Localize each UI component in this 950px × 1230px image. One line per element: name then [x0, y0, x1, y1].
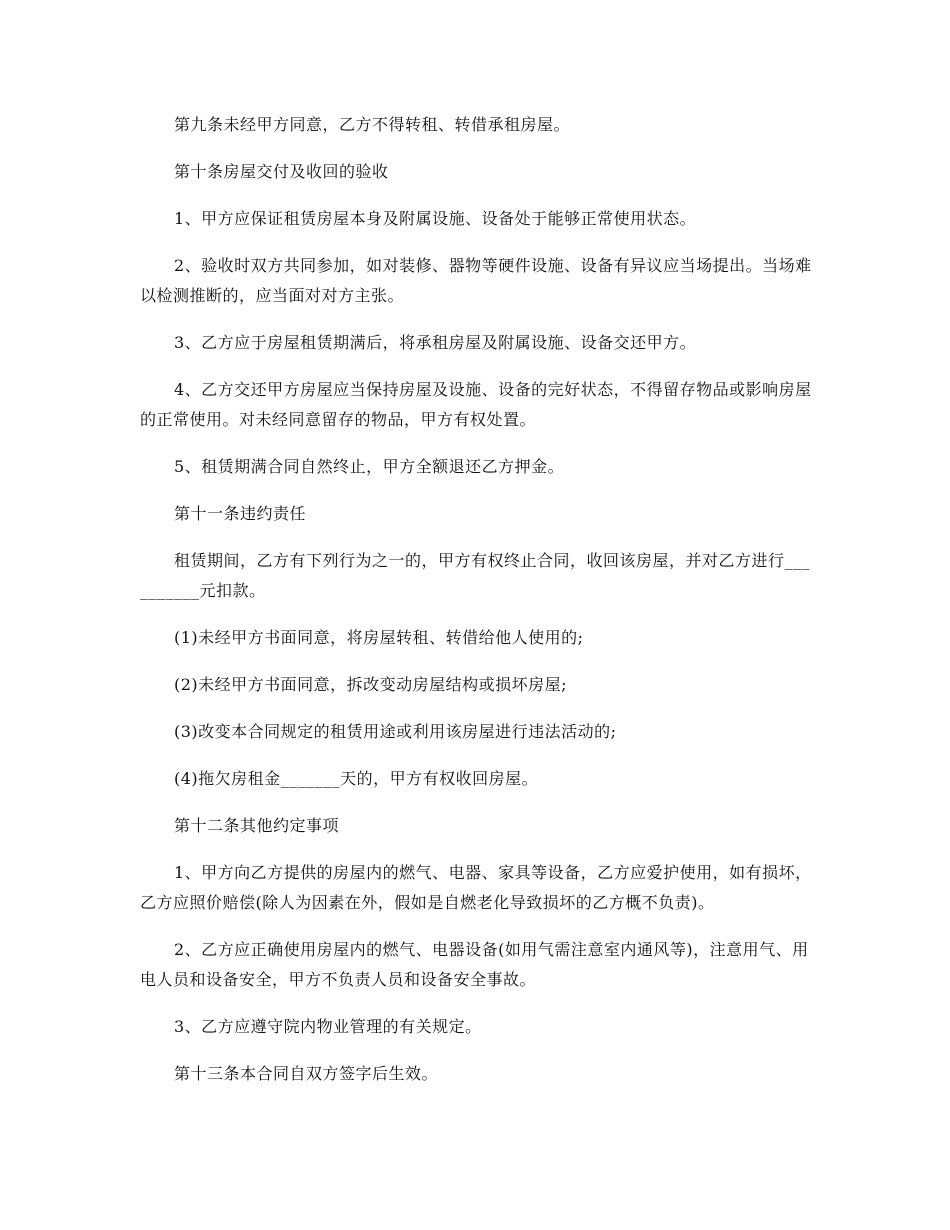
clause-11-heading: 第十一条违约责任 [174, 504, 307, 523]
clause-11-item-2: (2)未经甲方书面同意，拆改变动房屋结构或损坏房屋; [174, 675, 568, 694]
clause-12-heading: 第十二条其他约定事项 [174, 816, 340, 835]
clause-11-item-3: (3)改变本合同规定的租赁用途或利用该房屋进行违法活动的; [174, 722, 617, 741]
clause-13: 第十三条本合同自双方签字后生效。 [174, 1064, 439, 1083]
clause-9: 第九条未经甲方同意，乙方不得转租、转借承租房屋。 [174, 115, 571, 134]
clause-10-item-5: 5、租赁期满合同自然终止，甲方全额退还乙方押金。 [174, 457, 565, 476]
clause-11-item-4: (4)拖欠房租金_______天的，甲方有权收回房屋。 [174, 769, 539, 788]
clause-10-heading: 第十条房屋交付及收回的验收 [174, 162, 389, 181]
document-body [140, 110, 812, 1106]
clause-11-item-1: (1)未经甲方书面同意，将房屋转租、转借给他人使用的; [174, 628, 584, 647]
clause-10-item-2: 2、验收时双方共同参加，如对装修、器物等硬件设施、设备有异议应当场提出。当场难以检测推断的，应当面对对方主张。 [140, 256, 812, 305]
clause-11-intro: 租赁期间，乙方有下列行为之一的，甲方有权终止合同，收回该房屋，并对乙方进行__________元扣款。 [140, 551, 811, 600]
clause-12-item-2: 2、乙方应正确使用房屋内的燃气、电器设备(如用气需注意室内通风等)，注意用气、用电人员和设备安全，甲方不负责人员和设备安全事故。 [140, 940, 809, 989]
clause-10-item-1: 1、甲方应保证租赁房屋本身及附属设施、设备处于能够正常使用状态。 [174, 209, 697, 228]
clause-12-item-1: 1、甲方向乙方提供的房屋内的燃气、电器、家具等设备，乙方应爱护使用，如有损坏，乙方应照价赔偿(除人为因素在外，假如是自燃老化导致损坏的乙方概不负责)。 [140, 863, 812, 912]
clause-10-item-3: 3、乙方应于房屋租赁期满后，将承租房屋及附属设施、设备交还甲方。 [174, 333, 697, 352]
clause-10-item-4: 4、乙方交还甲方房屋应当保持房屋及设施、设备的完好状态，不得留存物品或影响房屋的正常使用。对未经同意留存的物品，甲方有权处置。 [140, 380, 812, 429]
clause-12-item-3: 3、乙方应遵守院内物业管理的有关规定。 [174, 1017, 482, 1036]
